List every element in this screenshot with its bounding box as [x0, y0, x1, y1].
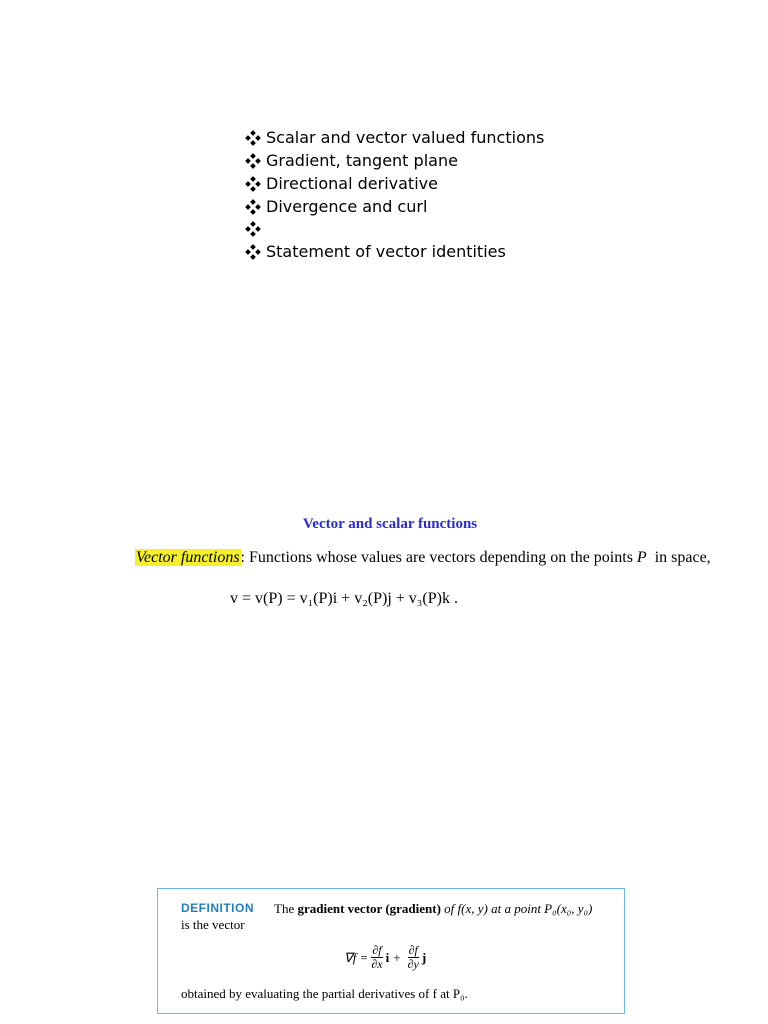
- plus-sign: +: [393, 949, 401, 965]
- definition-line2: is the vector: [181, 917, 245, 932]
- gradient-formula: [344, 944, 426, 971]
- fraction-df-dx: [371, 944, 382, 971]
- fraction-denominator: ∂x: [371, 957, 383, 971]
- vector-equation: v = v(P) = v₁(P)i + v₂(P)j + v₃(P)k .: [230, 590, 458, 607]
- formula-lhs: ∇f =: [344, 949, 369, 965]
- topic-list: [246, 126, 726, 263]
- section-title: Vector and scalar functions: [302, 516, 478, 532]
- diamond-bullet-icon: [246, 131, 260, 145]
- definition-box: [157, 888, 625, 1014]
- list-item: [246, 195, 726, 218]
- diamond-bullet-icon: [246, 222, 260, 236]
- list-item: [246, 172, 726, 195]
- intro-mid: of f(x, y) at a point P₀(x₀, y₀): [444, 901, 593, 916]
- list-item: [246, 126, 726, 149]
- list-item-label: Divergence and curl: [266, 197, 428, 216]
- list-item-label: Directional derivative: [266, 174, 438, 193]
- fraction-df-dy: [408, 944, 419, 971]
- diamond-bullet-icon: [246, 200, 260, 214]
- description-end: in space,: [654, 549, 711, 566]
- point-symbol: P: [636, 549, 647, 566]
- fraction-numerator: ∂f: [372, 943, 382, 957]
- fraction-denominator: ∂y: [407, 957, 419, 971]
- unit-vector-i: i: [385, 949, 390, 965]
- highlighted-term: Vector functions: [136, 549, 240, 566]
- diamond-bullet-icon: [246, 177, 260, 191]
- list-item-label: Scalar and vector valued functions: [266, 128, 545, 147]
- list-item-label: Gradient, tangent plane: [266, 151, 458, 170]
- list-item-label: Statement of vector identities: [266, 242, 506, 261]
- intro-prefix: The: [274, 901, 295, 916]
- diamond-bullet-icon: [246, 245, 260, 259]
- list-item: [246, 218, 726, 240]
- list-item: [246, 149, 726, 172]
- description-text: : Functions whose values are vectors depending on the points: [240, 549, 633, 566]
- unit-vector-j: j: [421, 949, 427, 965]
- definition-intro: [274, 901, 592, 917]
- definition-footer: obtained by evaluating the partial derivatives of f at P₀.: [181, 986, 468, 1001]
- definition-label: DEFINITION: [181, 901, 254, 915]
- diamond-bullet-icon: [246, 154, 260, 168]
- gradient-term: gradient vector (gradient): [297, 901, 441, 916]
- vector-functions-definition: [135, 549, 711, 567]
- fraction-numerator: ∂f: [408, 943, 418, 957]
- list-item: [246, 240, 726, 263]
